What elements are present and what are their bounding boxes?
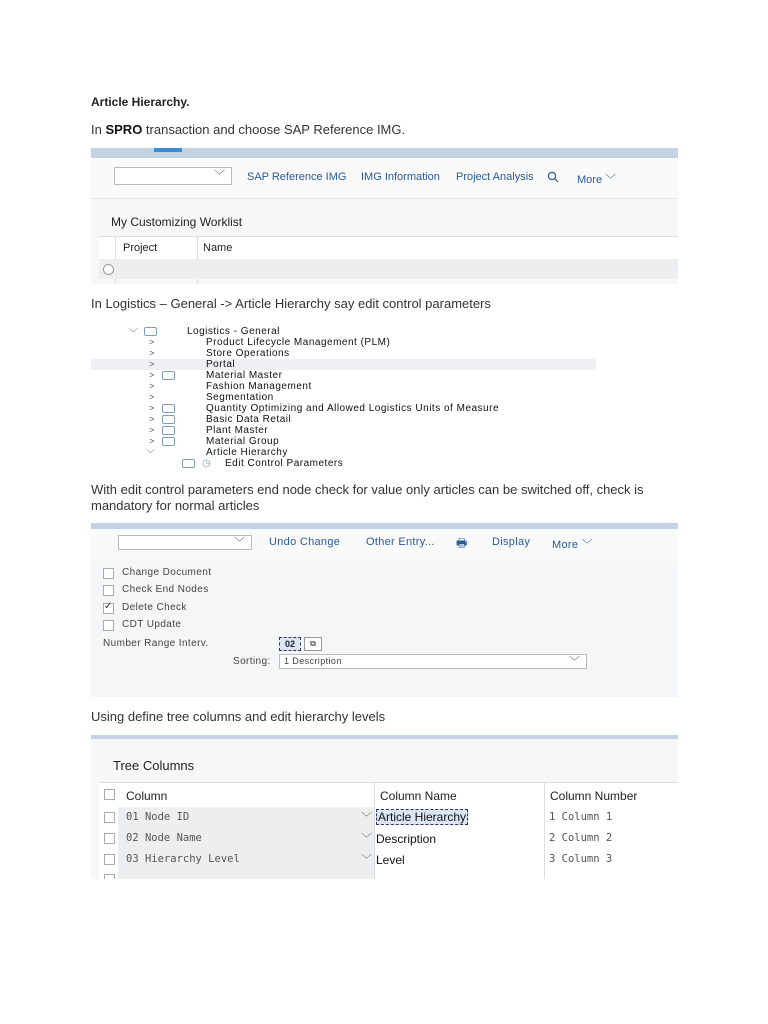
change-document-checkbox[interactable]	[103, 568, 114, 579]
chevron-down-icon: ﹀	[569, 656, 580, 668]
tree-node-root[interactable]	[91, 326, 596, 337]
clock-icon: ◷	[202, 458, 211, 469]
control-parameters-screenshot	[91, 523, 678, 697]
chevron-right-icon: >	[149, 381, 155, 391]
paragraph-spro	[91, 122, 405, 138]
chevron-right-icon: >	[149, 403, 155, 413]
tree-node[interactable]	[91, 436, 596, 447]
cell-column-number: 3 Column 3	[549, 853, 613, 865]
tree-node[interactable]	[91, 337, 596, 348]
folder-icon	[162, 437, 175, 446]
shell-header	[91, 735, 678, 739]
cell-column-number: 1 Column 1	[549, 811, 613, 823]
tree-node-leaf[interactable]	[91, 458, 596, 469]
column-select[interactable]	[118, 870, 374, 879]
folder-icon	[162, 426, 175, 435]
column-select[interactable]	[118, 849, 374, 870]
column-header-name: Name	[203, 242, 233, 254]
column-header-column-number: Column Number	[550, 789, 638, 803]
paragraph-control-parameters	[91, 482, 644, 514]
folder-icon	[162, 371, 175, 380]
more-label: More	[552, 539, 579, 551]
column-header-column: Column	[126, 789, 168, 803]
chevron-right-icon: >	[149, 337, 155, 347]
active-tab-indicator	[154, 148, 182, 152]
more-menu-button[interactable]	[577, 171, 616, 187]
chevron-down-icon: ﹀	[146, 449, 156, 459]
sorting-value: 1 Description	[284, 656, 342, 666]
shell-header	[91, 148, 678, 158]
paragraph-logistics: In Logistics – General -> Article Hierarchy say edit control parameters	[91, 296, 491, 311]
tree-node-label: Edit Control Parameters	[225, 458, 344, 469]
cell-column: 01 Node ID	[126, 811, 190, 823]
tree-node-label: Portal	[206, 359, 236, 370]
more-label: More	[577, 174, 603, 186]
cell-column-number: 2 Column 2	[549, 832, 613, 844]
chevron-down-icon: ﹀	[214, 170, 225, 182]
delete-check-checkbox[interactable]	[103, 603, 114, 614]
checkbox-label: Change Document	[122, 567, 212, 578]
tree-node[interactable]	[91, 348, 596, 359]
check-end-nodes-checkbox[interactable]	[103, 585, 114, 596]
cdt-update-checkbox[interactable]	[103, 620, 114, 631]
tree-node[interactable]	[91, 381, 596, 392]
row-checkbox[interactable]	[104, 854, 115, 865]
chevron-right-icon: >	[149, 414, 155, 424]
paragraph-text: In	[91, 122, 106, 137]
undo-change-button[interactable]: Undo Change	[269, 536, 341, 548]
chevron-right-icon: >	[149, 392, 155, 402]
paragraph-bold-text: SPRO	[105, 122, 143, 137]
tree-node[interactable]	[91, 403, 596, 414]
row-checkbox[interactable]	[104, 874, 115, 879]
chevron-down-icon: ﹀	[605, 174, 617, 186]
tree-node[interactable]	[91, 370, 596, 381]
document-title: Article Hierarchy.	[91, 95, 190, 109]
chevron-down-icon: ﹀	[361, 812, 372, 824]
spro-screenshot	[91, 148, 678, 284]
column-select[interactable]	[118, 828, 374, 849]
column-select[interactable]	[118, 807, 374, 828]
tree-node-label: Plant Master	[206, 425, 269, 436]
column-header-project: Project	[123, 242, 158, 254]
chevron-down-icon: ﹀	[361, 833, 372, 845]
tree-node-label: Fashion Management	[206, 381, 312, 392]
table-row[interactable]	[99, 259, 678, 279]
number-range-label: Number Range Interv.	[103, 638, 209, 649]
checkbox-label: Delete Check	[122, 602, 187, 613]
chevron-right-icon: >	[149, 436, 155, 446]
checkbox-label: CDT Update	[122, 619, 182, 630]
select-all-checkbox[interactable]	[104, 789, 115, 800]
tree-columns-screenshot	[91, 735, 678, 879]
tree-node[interactable]	[91, 392, 596, 403]
divider	[544, 782, 545, 879]
table-row[interactable]	[99, 849, 678, 871]
other-entry-button[interactable]: Other Entry...	[366, 536, 435, 548]
divider	[374, 782, 375, 879]
table-row[interactable]	[99, 870, 678, 879]
chevron-down-icon: ﹀	[234, 537, 245, 549]
tree-node-label: Product Lifecycle Management (PLM)	[206, 337, 391, 348]
chevron-right-icon: >	[149, 348, 155, 358]
tree-node-label: Basic Data Retail	[206, 414, 292, 425]
row-radio-button[interactable]	[103, 264, 114, 275]
project-analysis-button[interactable]: Project Analysis	[456, 171, 534, 183]
tree-node[interactable]	[91, 425, 596, 436]
toolbar-dropdown[interactable]	[114, 167, 232, 185]
table-row[interactable]	[99, 828, 678, 850]
paragraph-tree-columns: Using define tree columns and edit hierarchy levels	[91, 709, 386, 724]
tree-node[interactable]	[91, 447, 596, 458]
folder-icon	[162, 404, 175, 413]
tree-columns-header	[99, 782, 678, 808]
folder-icon	[162, 415, 175, 424]
img-information-button[interactable]: IMG Information	[361, 171, 440, 183]
folder-icon	[144, 327, 157, 336]
worklist-title: My Customizing Worklist	[111, 215, 243, 229]
folder-icon	[182, 459, 195, 468]
tree-node[interactable]	[91, 359, 596, 370]
column-name-input[interactable]: Description	[376, 832, 437, 846]
chevron-right-icon: >	[149, 370, 155, 380]
tree-node-label: Quantity Optimizing and Allowed Logistics Units of Measure	[206, 403, 500, 414]
tree-node-label: Logistics - General	[187, 326, 280, 337]
column-name-input[interactable]: Article Hierarchy	[378, 810, 467, 824]
column-header-column-name: Column Name	[380, 789, 457, 803]
img-tree-screenshot	[91, 322, 596, 470]
search-icon[interactable]	[547, 171, 559, 183]
tree-columns-title: Tree Columns	[113, 758, 195, 773]
row-checkbox[interactable]	[104, 812, 115, 823]
more-menu-button[interactable]	[552, 536, 593, 552]
chevron-down-icon: ﹀	[129, 328, 139, 338]
table-row[interactable]	[99, 807, 678, 829]
toolbar	[91, 158, 678, 199]
chevron-right-icon: >	[149, 359, 155, 369]
paragraph-line: mandatory for normal articles	[91, 498, 260, 513]
chevron-down-icon: ﹀	[361, 854, 372, 866]
tree-node-label: Material Master	[206, 370, 283, 381]
toolbar-dropdown[interactable]	[118, 535, 252, 550]
sap-reference-img-button[interactable]: SAP Reference IMG	[247, 171, 347, 183]
tree-node[interactable]	[91, 414, 596, 425]
column-name-input[interactable]: Level	[376, 853, 405, 867]
worklist-table-header	[99, 236, 678, 260]
row-checkbox[interactable]	[104, 833, 115, 844]
copy-icon[interactable]: ⧉	[304, 637, 322, 651]
number-range-input[interactable]: 02	[279, 637, 301, 651]
cell-column: 03 Hierarchy Level	[126, 853, 240, 865]
sorting-label: Sorting:	[233, 656, 271, 667]
toolbar	[91, 529, 678, 561]
checkbox-label: Check End Nodes	[122, 584, 209, 595]
paragraph-text: transaction and choose SAP Reference IMG.	[142, 122, 406, 137]
tree-node-label: Article Hierarchy	[206, 447, 288, 458]
print-icon[interactable]: 🖶	[456, 536, 468, 550]
sorting-select[interactable]	[279, 654, 587, 669]
chevron-down-icon: ﹀	[581, 539, 593, 551]
tree-node-label: Store Operations	[206, 348, 290, 359]
display-button[interactable]: Display	[492, 536, 531, 548]
tree-node-label: Segmentation	[206, 392, 274, 403]
chevron-right-icon: >	[149, 425, 155, 435]
paragraph-line: With edit control parameters end node check for value only articles can be switched off, check is	[91, 482, 644, 497]
cell-column: 02 Node Name	[126, 832, 202, 844]
tree-node-label: Material Group	[206, 436, 280, 447]
checkmark-icon: ✓	[104, 601, 113, 612]
